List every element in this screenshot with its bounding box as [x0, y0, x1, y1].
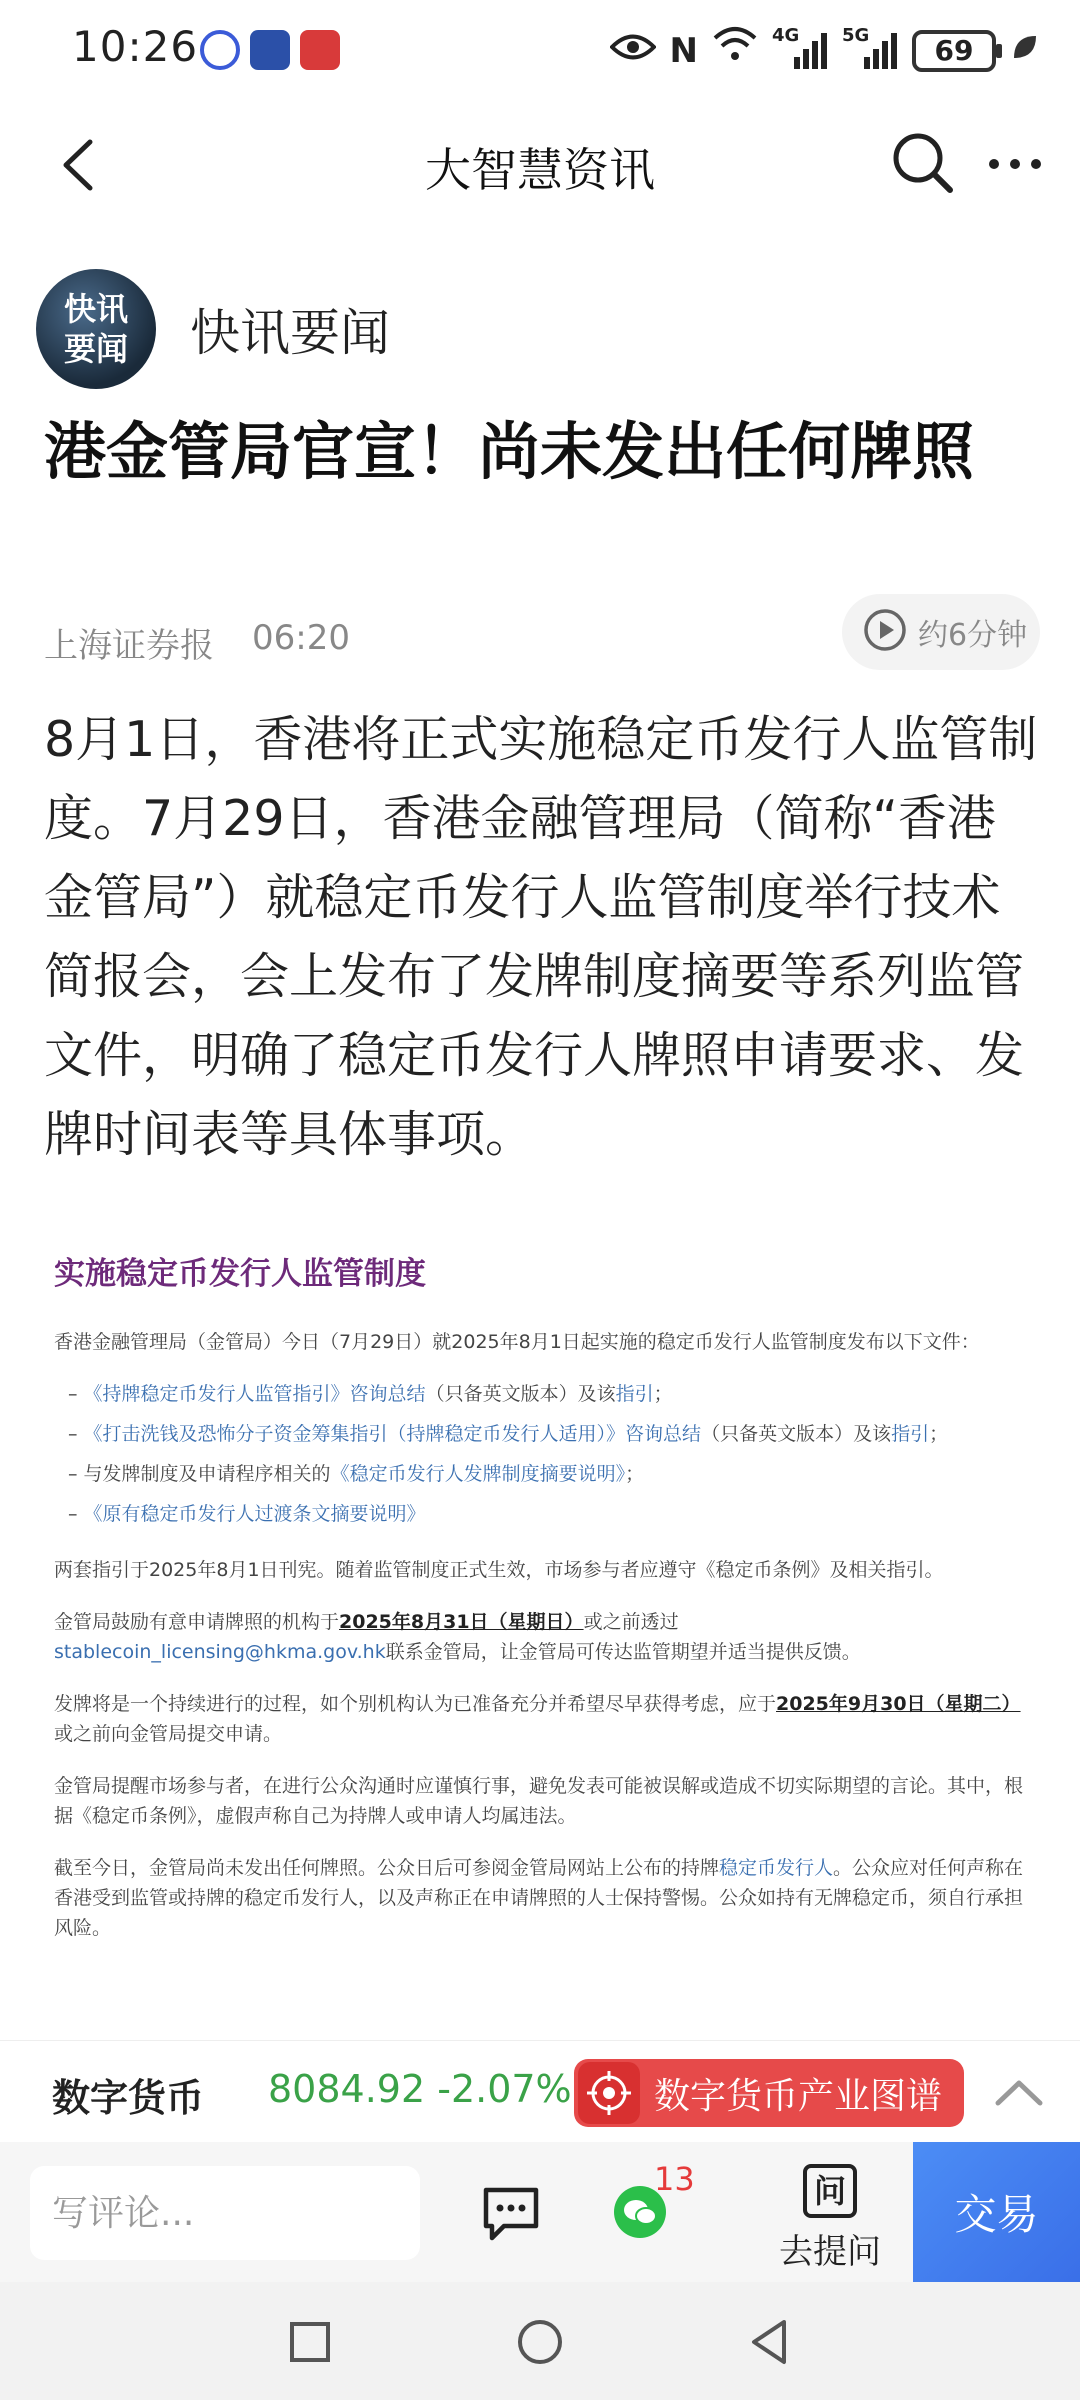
list-item: – 与发牌制度及申请程序相关的《稳定币发行人发牌制度摘要说明》；	[68, 1463, 645, 1485]
eye-icon	[610, 26, 656, 76]
play-icon	[862, 607, 908, 657]
notice-text: 与发牌制度及申请程序相关的	[83, 1463, 331, 1485]
notice-text: 金管局鼓励有意申请牌照的机构于	[54, 1611, 340, 1633]
ask-label: 去提问	[779, 2232, 881, 2272]
notice-link: 《原有稳定币发行人过渡条文摘要说明》	[83, 1503, 426, 1525]
top-nav	[0, 100, 1080, 230]
notice-text: 截至今日，金管局尚未发出任何牌照。公众日后可参阅金管局网站上公布的持牌	[54, 1857, 720, 1879]
page-title: 大智慧资讯	[425, 143, 655, 197]
home-icon[interactable]	[510, 2312, 570, 2372]
article-meta	[44, 608, 1040, 688]
article-headline: 港金管局官宣！尚未发出任何牌照	[44, 415, 975, 488]
list-item: – 《持牌稳定币发行人监管指引》咨询总结（只备英文版本）及该指引；	[68, 1383, 673, 1405]
article-time: 06:20	[252, 618, 350, 658]
system-nav-bar	[0, 2282, 1080, 2400]
notice-paragraph	[54, 1853, 1026, 1943]
notice-paragraph: 金管局提醒市场参与者，在进行公众沟通时应谨慎行事，避免发表可能被误解或造成不切实际期望的言论。其中，根据《稳定币条例》，虚假声称自己为持牌人或申请人均属违法。	[54, 1775, 1024, 1827]
ask-icon: 问	[803, 2164, 857, 2218]
list-item: – 《原有稳定币发行人过渡条文摘要说明》	[68, 1503, 426, 1525]
article-body: 8月1日，香港将正式实施稳定币发行人监管制度。7月29日，香港金融管理局（简称“香港金管局”）就稳定币发行人监管制度举行技术简报会，会上发布了发牌制度摘要等系列监管文件，明确了稳定币发行人牌照申请要求、发牌时间表等具体事项。	[44, 711, 1038, 1163]
comment-input[interactable]	[30, 2166, 420, 2260]
notice-link: 指引	[615, 1383, 654, 1405]
wifi-icon	[712, 26, 758, 76]
recents-icon[interactable]	[280, 2312, 340, 2372]
status-right	[610, 26, 1040, 76]
notice-link: 指引	[891, 1423, 930, 1445]
battery-icon: 69	[912, 30, 996, 72]
notice-text: 或之前透过	[583, 1611, 679, 1633]
author-name[interactable]: 快讯要闻	[190, 304, 390, 362]
author-row[interactable]	[36, 268, 390, 390]
avatar-text: 快讯 要闻	[63, 290, 128, 368]
bottom-action-bar	[0, 2142, 1080, 2282]
notice-link: 《持牌稳定币发行人监管指引》咨询总结	[83, 1383, 426, 1405]
notice-link: 《打击洗钱及恐怖分子资金筹集指引（持牌稳定币发行人适用）》咨询总结	[83, 1423, 702, 1445]
industry-map-button[interactable]	[574, 2059, 964, 2127]
trade-button[interactable]: 交易	[913, 2142, 1080, 2282]
notice-link: 稳定币发行人	[719, 1857, 834, 1879]
notice-email: stablecoin_licensing@hkma.gov.hk	[54, 1641, 386, 1663]
stock-quote[interactable]	[268, 2067, 572, 2111]
read-time: 约6分钟	[918, 618, 1028, 653]
more-icon[interactable]	[980, 128, 1050, 198]
notice-text: （只备英文版本）及该	[701, 1423, 892, 1445]
status-bar	[0, 0, 1080, 100]
stock-change: -2.07%	[437, 2067, 572, 2111]
list-item: – 《打击洗钱及恐怖分子资金筹集指引（持牌稳定币发行人适用）》咨询总结（只备英文版本）及该指引；	[68, 1423, 949, 1445]
leaf-icon	[1010, 26, 1040, 76]
search-icon[interactable]	[888, 128, 958, 198]
back-nav-icon[interactable]	[740, 2312, 800, 2372]
nfc-icon: N	[669, 31, 698, 71]
share-count-badge: 13	[654, 2160, 695, 2198]
notice-intro: 香港金融管理局（金管局）今日（7月29日）就2025年8月1日起实施的稳定币发行人监管制度发布以下文件：	[54, 1331, 980, 1353]
notice-link: 《稳定币发行人发牌制度摘要说明》	[330, 1463, 626, 1485]
notice-paragraph: 两套指引于2025年8月1日刊宪。随着监管制度正式生效，市场参与者应遵守《稳定币条例》及相关指引。	[54, 1559, 944, 1581]
chevron-up-icon[interactable]	[990, 2067, 1048, 2117]
app-notification-icon	[250, 30, 290, 70]
ask-question-button[interactable]	[770, 2164, 890, 2274]
notice-paragraph	[54, 1689, 1026, 1749]
app-notification-icon	[200, 30, 240, 70]
promo-label: 数字货币产业图谱	[654, 2075, 943, 2117]
notice-text: 。公众应对任何声称在香港受到监管或持牌的稳定币发行人，以及声称正在申请牌照的人士保持警惕。公众如持有无牌稳定币，须自行承担风险。	[54, 1857, 1024, 1939]
article-image[interactable]	[26, 1200, 1054, 2020]
target-icon	[578, 2062, 640, 2124]
notice-title: 实施稳定币发行人监管制度	[54, 1256, 426, 1292]
notice-text: ；	[929, 1423, 949, 1445]
article-source: 上海证券报	[44, 626, 214, 666]
signal-5g-icon	[842, 25, 898, 71]
stock-bar[interactable]	[0, 2040, 1080, 2140]
notice-text: ；	[625, 1463, 645, 1485]
notice-text: 联系金管局，让金管局可传达监管期望并适当提供反馈。	[385, 1641, 861, 1663]
notice-date: 2025年8月31日（星期日）	[339, 1611, 584, 1633]
notice-text: 或之前向金管局提交申请。	[54, 1723, 283, 1745]
notice-text: 发牌将是一个持续进行的过程，如个别机构认为已准备充分并希望尽早获得考虑，应于	[54, 1693, 777, 1715]
signal-4g-icon	[772, 25, 828, 71]
stock-price: 8084.92	[268, 2067, 426, 2111]
listen-button[interactable]	[842, 594, 1040, 670]
notice-paragraph	[54, 1607, 1026, 1667]
notice-text: ；	[653, 1383, 673, 1405]
network-label: 5G	[842, 25, 870, 46]
network-label: 4G	[772, 25, 800, 46]
comments-icon[interactable]	[480, 2182, 542, 2244]
notice-text: （只备英文版本）及该	[425, 1383, 616, 1405]
status-time: 10:26	[72, 22, 199, 71]
avatar[interactable]	[36, 269, 156, 389]
app-notification-icon	[300, 30, 340, 70]
notice-date: 2025年9月30日（星期二）	[776, 1693, 1021, 1715]
stock-name[interactable]: 数字货币	[52, 2076, 205, 2120]
